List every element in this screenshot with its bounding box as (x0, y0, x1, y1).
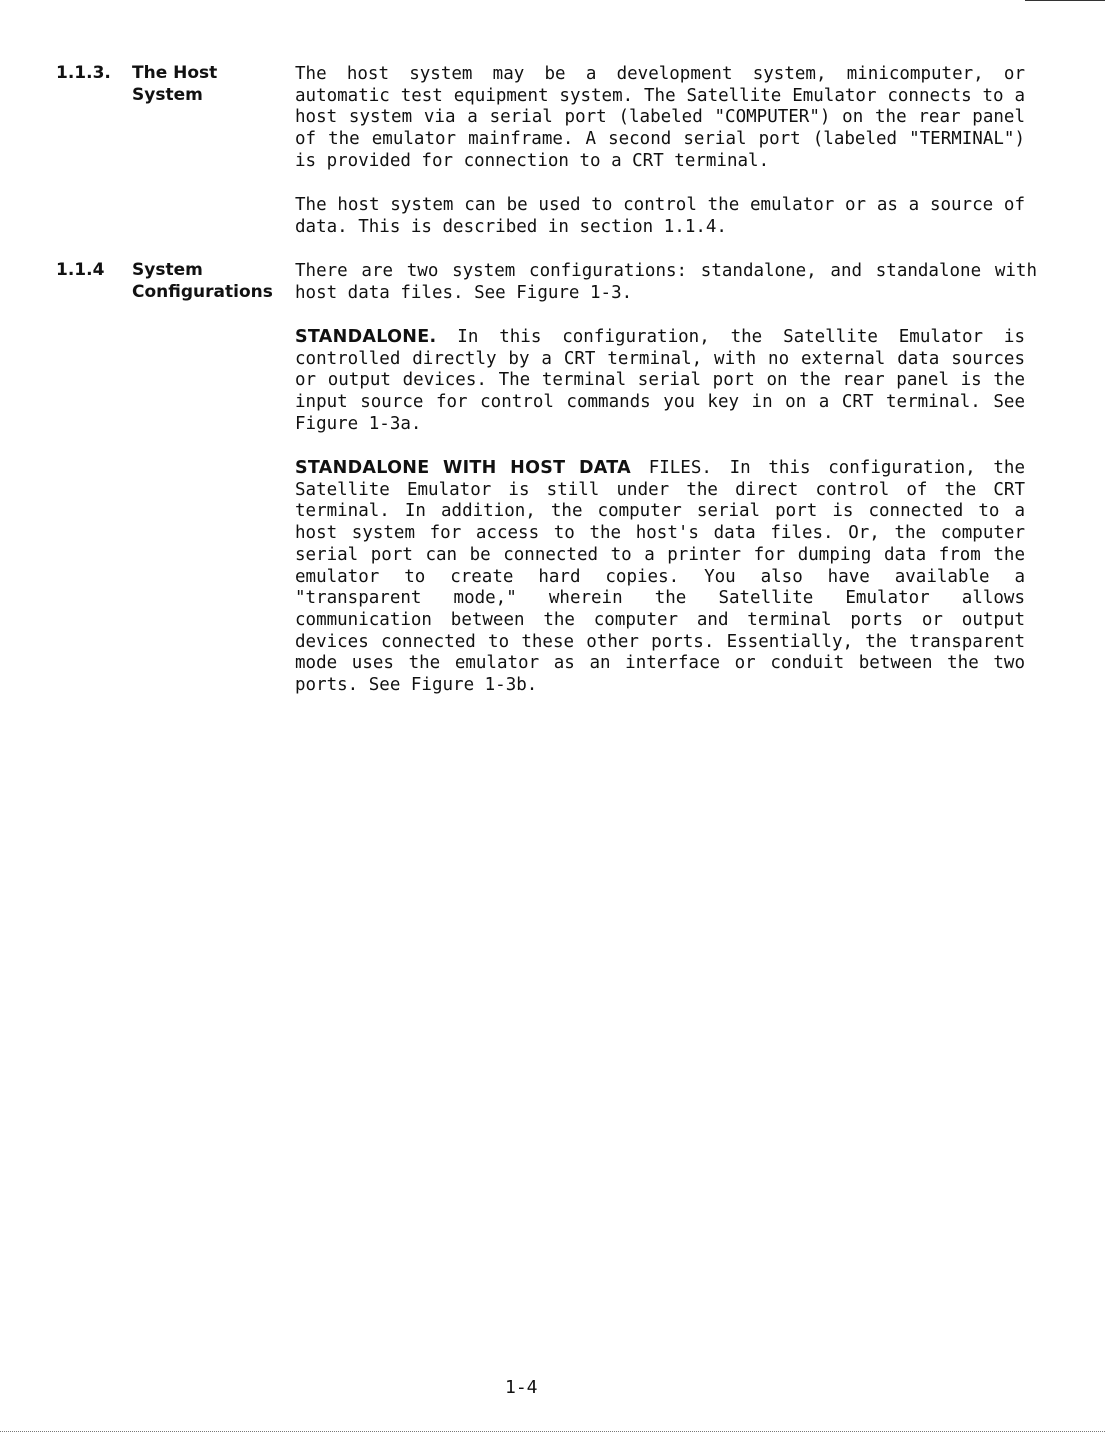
subsection-lead-tail: FILES. (648, 458, 712, 478)
section-number: 1.1.4 (56, 260, 105, 280)
standalone-paragraph (295, 327, 1025, 436)
section-heading-1-1-3 (56, 62, 286, 108)
standalone-host-data-paragraph (295, 458, 1025, 697)
section-heading-1-1-4 (56, 259, 291, 305)
subsection-text: In this configuration, the Satellite Emulator is still under the direct control of the CRT terminal. In addition, the computer serial port is connected to a host system for access to the host's data files. Or, the computer serial port can be connected to a printer for dumping data from the emulator to create hard copies. You also have available a "transparent mode," wherein the Satellite Emulator allows communication between the computer and terminal ports or output devices connected to these other ports. Essentially, the transparent mode uses the emulator as an interface or conduit between the two ports. See Figure 1-3b. (295, 458, 1025, 696)
subsection-text: In this configuration, the Satellite Emulator is controlled directly by a CRT terminal, with no external data sources or output devices. The terminal serial port on the rear panel is the input source for control commands you key in on a CRT terminal. See Figure 1-3a. (295, 327, 1025, 434)
paragraph: The host system can be used to control the emulator or as a source of data. This is described in section 1.1.4. (295, 195, 1025, 237)
paragraph: The host system may be a development system, minicomputer, or automatic test equipment system. The Satellite Emulator connects to a host system via a serial port (labeled "COMPUTER") on the rear panel of the emulator mainframe. A second serial port (labeled "TERMINAL") is provided for connection to a CRT terminal. (295, 64, 1025, 171)
section-title-line: Configurations (132, 282, 273, 302)
page-number: 1-4 (505, 1377, 538, 1398)
section-title-line: The Host (132, 63, 218, 83)
subsection-lead: STANDALONE WITH HOST DATA (295, 458, 631, 478)
top-edge-rule (1025, 0, 1105, 1)
section-number: 1.1.3. (56, 63, 111, 83)
section-title-line: System (132, 260, 203, 280)
subsection-lead: STANDALONE. (295, 327, 437, 347)
section-body-paragraph (295, 195, 1025, 238)
section-body-paragraph (295, 261, 1037, 304)
section-body-paragraph (295, 64, 1025, 173)
section-title-line: System (132, 85, 203, 105)
bottom-edge-rule (0, 1431, 1105, 1432)
paragraph: There are two system configurations: standalone, and standalone with host data files. See Figure 1-3. (295, 261, 1037, 303)
